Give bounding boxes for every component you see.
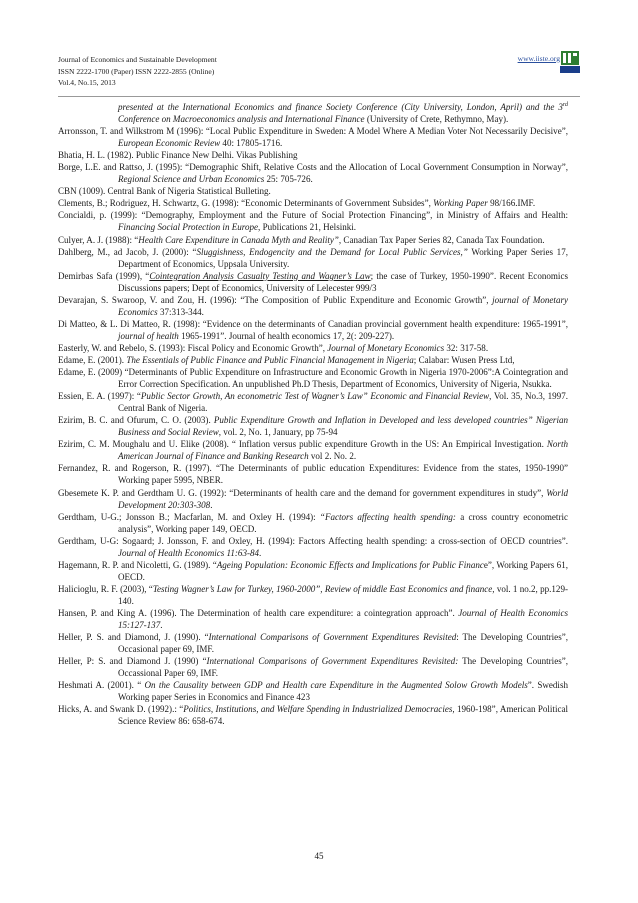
reference-text: Health Care Expenditure in Canada Myth and Reality” [138,234,339,245]
reference-text: 37:313-344. [157,306,204,317]
reference-text: Financing Social Protection in Europe [118,222,259,233]
reference-text: ; Calabar: Wusen Press Ltd, [413,354,515,365]
reference-entry [58,703,568,727]
reference-text: Clements, B.; Rodriguez, H. Schwartz, G. (1998): “Economic Determinants of Government Subsides”, [58,198,434,209]
reference-text: Working Paper Series 17, Department of Economics, Uppsala University. [118,246,568,269]
reference-entry [58,209,568,233]
reference-entry [58,185,568,197]
reference-text: Hicks, A. and Swank D. (1992).: “ [58,704,184,715]
reference-entry [58,149,568,161]
running-header [58,54,580,98]
reference-text: Edame, E. (2009) “Determinants of Public Expenditure on Infrastructure and Economic Growth in Nigeria 1970-2006”:A Cointegration and Error Correction Specification. An unpublished Ph.D Thesis, Department of Economics, University of Nigeria, Nsukka. [58,367,568,390]
reference-entry [58,535,568,559]
reference-text: Regional Science and Urban Economics [118,174,265,185]
reference-text: Testing Wagner’s Law for Turkey, 1960-2000”, Review of middle East Economics and finance, [152,583,495,594]
reference-text: Fernandez, R. and Rogerson, R. (1997). “The Determinants of public education Expenditures: Evidence from the states, 1950-1990” Working paper 5995, NBER. [58,463,568,486]
reference-text: Culyer, A. J. (1988): “ [58,234,139,245]
reference-text: : The Developing Countries”, Occasional paper 69, IMF. [118,632,568,655]
reference-entry [58,270,568,294]
iiste-logo-icon [560,51,580,73]
reference-entry [58,354,568,366]
reference-entry [58,161,568,185]
reference-text: Working Paper [433,198,488,209]
reference-text: European Economic Review [118,138,221,149]
reference-text: 1965-1991”. Journal of health economics 17, 2(: 209-227). [178,330,395,341]
reference-text: Halicioglu, R. F. (2003), “ [58,583,153,594]
reference-text: The Developing Countries”, Occassional Paper 69, IMF. [118,656,569,679]
reference-text: Public Sector Growth, An econometric Test of Wagner’s Law” Economic and Financial Review [140,391,490,402]
reference-text: Heshmati A. (2001). “ [58,680,145,691]
reference-text: journal of health [118,330,179,341]
reference-entry [58,366,568,390]
reference-text: ”. Swedish Working paper Series in Economics and Finance 423 [118,680,568,703]
issn-line: ISSN 2222-1700 (Paper) ISSN 2222-2855 (Online) [58,66,215,76]
volume-line: Vol.4, No.15, 2013 [58,78,116,87]
reference-text: Borge, L.E. and Rattso, J. (1995): “Demographic Shift, Relative Costs and the Allocation of Local Government Consumption in Norway”, [58,162,568,173]
reference-text: . [259,547,262,558]
reference-text: 40: 17805-1716. [220,138,283,149]
reference-text: Journal of Health Economics 11:63-84 [118,547,260,558]
reference-entry [58,101,568,125]
reference-text: World Development 20:303-308 [118,487,568,510]
page-number: 45 [314,851,324,861]
reference-entry [58,607,568,631]
reference-entry [58,679,568,703]
reference-text: Easterly, W. and Rebelo, S. (1993): Fiscal Policy and Economic Growth”, [58,342,328,353]
reference-text: a cross country econometric analysis”, Working paper 149, OECD. [118,511,568,534]
reference-text: Arronsson, T. and Wilkstrom M (1996): “Local Public Expenditure in Sweden: A Model Where A Median Voter Not Necessarily Decisive”, [58,126,568,137]
reference-text: Journal of Health Economics 15:127-137 [118,607,568,631]
reference-entry [58,487,568,511]
reference-text: On the Causality between GDP and Health care Expenditure in the Augmented Solow Growth Models [144,680,528,691]
reference-text: Heller, P. S. and Diamond, J. (1990). “ [58,632,209,643]
reference-text: , vol. 2, No. 1, January, pp 75-94 [218,427,338,438]
reference-list [58,101,568,727]
reference-text: ; the case of Turkey, 1950-1990”. Recent Economics Discussions papers; Dept of Economics, University of Lelecester 999/3 [118,270,568,293]
reference-text: , Publications 21, Helsinki. [258,222,357,233]
reference-text: (University of Crete, Rethymno, May). [364,114,509,125]
reference-text: . [210,499,213,510]
reference-text: Cointegration Analysis Casualty Testing and Wagner’s Law [149,270,371,281]
reference-text: Devarajan, S. Swaroop, V. and Zou, H. (1996): “The Composition of Public Expenditure and Economic Growth”, [58,294,493,305]
reference-text: e”, Working Papers 61, OECD. [118,559,568,582]
reference-text: Essien, E. A. (1997): “ [58,391,141,402]
header-rule [58,96,580,97]
reference-text: Ezirim, B. C. and Ofurum, C. O. (2003). [58,415,214,426]
reference-text: Concialdi, p. (1999): “Demography, Employment and the Future of Social Protection Financing”, in Ministry of Affairs and Health: [58,210,568,221]
reference-entry [58,583,568,607]
reference-text: International Comparisons of Government Expenditures Revisited: [206,656,459,667]
reference-entry [58,246,568,270]
journal-url-link[interactable]: www.iiste.org [517,54,560,63]
reference-text: Heller, P: S. and Diamond J. (1990) “ [58,656,207,667]
reference-text: North American Journal of Finance and Banking Research [118,439,568,462]
reference-text: , Canadian Tax Paper Series 82, Canada Tax Foundation. [338,234,545,245]
reference-text: Demirbas Safa (1999), “ [58,270,150,281]
reference-entry [58,234,568,246]
reference-text: 1960-198”, American Political Science Review 86: 658-674. [118,704,568,727]
reference-text: Sluggishness, Endogencity and the Demand for Local Public Services,” [196,246,468,257]
reference-text: 98/166.IMF. [487,198,536,209]
reference-entry [58,438,568,462]
reference-text: Public Expenditure Growth and Inflation in Developed and less developed countries” Nigerian Business and Social Review [118,415,569,438]
reference-text: Edame, E. (2001). [58,354,127,365]
reference-text: Dahlberg, M., ad Jacob, J. (2000): “ [58,246,197,257]
reference-entry [58,342,568,354]
reference-text: presented at the International Economics and finance Society Conference (City University, London, April) and the 3 [118,102,563,112]
reference-text: Gerdtham, U-G: Sogaard; J. Jonsson, F. and Oxley, H. (1994): Factors Affecting health spending: a cross-section of OECD countries”. [58,535,568,546]
reference-entry [58,414,568,438]
reference-text: Hagemann, R. P. and Nicoletti, G. (1989). “ [58,559,217,570]
reference-text: Conference on Macroeconomics analysis and International Finance [118,114,365,125]
reference-text: Journal of Monetary Economics [327,342,445,353]
reference-text: Ezirim, C. M. Moughalu and U. Elike (2008). “ Inflation versus public expenditure Growth in the US: An Empirical Investigation. [58,439,547,450]
reference-text: Ageing Population: Economic Effects and Implications for Public Financ [216,559,484,570]
reference-text: vol 2. No. 2. [308,451,357,462]
reference-text: journal of Monetary Economics [118,294,569,317]
reference-text: 25: 705-726. [264,174,313,185]
reference-text: , Vol. 35, No.3, 1997. Central Bank of Nigeria. [118,391,568,414]
reference-text: Gerdtham, U-G.; Jonsson B.; Macfarlan, M. and Oxley H. (1994): [58,511,320,522]
reference-entry [58,511,568,535]
reference-text: Bhatia, H. L. (1982). Public Finance New Delhi. Vikas Publishing [58,150,298,161]
reference-entry [58,294,568,318]
reference-text: “Factors affecting health spending: [319,511,456,522]
reference-entry [58,559,568,583]
reference-entry [58,197,568,209]
reference-text: Gbesemete K. P. and Gerdtham U. G. (1992): “Determinants of health care and the demand for government expenditures in study”, [58,487,547,498]
reference-entry [58,631,568,655]
reference-text: 32: 317-58. [444,342,489,353]
reference-entry [58,655,568,679]
reference-text: . [160,620,163,631]
reference-text: The Essentials of Public Finance and Public Financial Management in Nigeria [126,354,414,365]
reference-text: Politics, Institutions, and Welfare Spending in Industrialized Democracies, [183,704,455,715]
reference-text: rd [562,101,568,108]
journal-title: Journal of Economics and Sustainable Development [58,55,217,64]
reference-text: Di Matteo, & L. Di Matteo, R. (1998): “Evidence on the determinants of Canadian provincial government health expenditure: 1965-1991”, [58,318,568,329]
reference-text: Hansen, P. and King A. (1996). The Determination of health care expenditure: a cointegration approach”. [58,607,459,618]
reference-text: International Comparisons of Government Expenditures Revisited [208,632,457,643]
reference-entry [58,125,568,149]
reference-entry [58,318,568,342]
reference-entry [58,390,568,414]
reference-text: CBN (1009). Central Bank of Nigeria Statistical Bulleting. [58,186,271,197]
reference-text: vol. 1 no.2, pp.129-140. [118,583,568,606]
reference-entry [58,462,568,486]
